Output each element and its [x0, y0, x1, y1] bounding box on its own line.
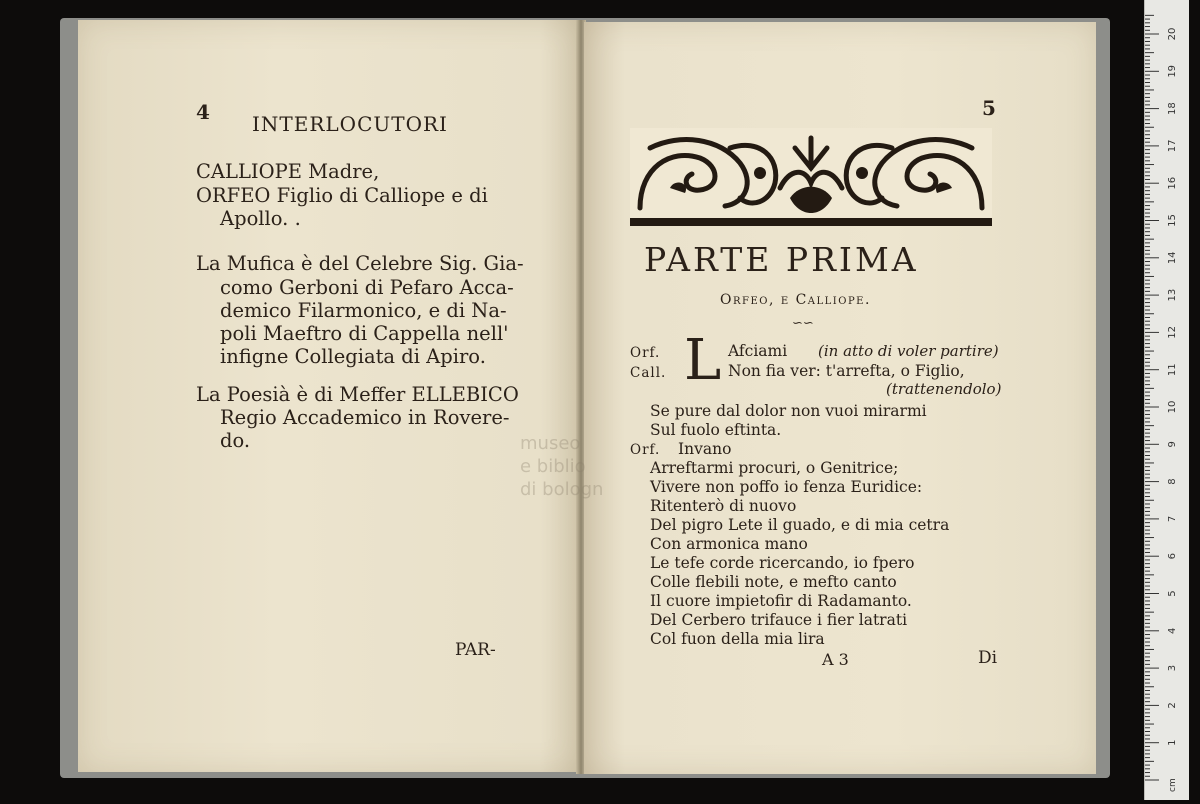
verse-line: Del pigro Lete il guado, e di mia cetra: [650, 516, 950, 534]
poetry-credit-line: do.: [220, 429, 251, 452]
watermark-line: e biblio: [520, 456, 586, 477]
speaker-label: Call.: [630, 365, 667, 381]
verse-line: Afciami: [728, 342, 788, 360]
ruler-label: 5: [1167, 590, 1178, 597]
cast-line: ORFEO Figlio di Calliope e di: [196, 184, 488, 207]
verse-line: Se pure dal dolor non vuoi mirarmi: [650, 402, 927, 420]
ruler-label: 11: [1167, 363, 1178, 377]
ruler-label: 3: [1167, 664, 1178, 672]
ruler-label: 14: [1167, 251, 1178, 265]
music-credit-line: poli Maeftro di Cappella nell': [220, 322, 509, 345]
verse-line: Arreftarmi procuri, o Genitrice;: [650, 459, 899, 477]
verse-line: Invano: [678, 440, 732, 458]
scene-heading: Orfeo, e Calliope.: [720, 292, 871, 308]
ruler-label: 16: [1167, 176, 1178, 190]
left-page-title: INTERLOCUTORI: [252, 112, 448, 136]
ruler-label: 19: [1167, 64, 1178, 78]
verse-line: Del Cerbero trifauce i fier latrati: [650, 611, 908, 629]
verse-line: Sul fuolo eftinta.: [650, 421, 782, 439]
ruler-label: 7: [1167, 515, 1178, 523]
right-page-number: 5: [982, 96, 996, 120]
poetry-credit-line: Regio Accademico in Rovere-: [220, 406, 510, 429]
cast-line: Apollo. .: [220, 207, 301, 230]
verse-line: Ritenterò di nuovo: [650, 497, 797, 515]
ruler-label: 9: [1167, 441, 1178, 448]
verse-line: Col fuon della mia lira: [650, 630, 825, 648]
ruler-label: 2: [1167, 702, 1178, 709]
drop-cap: L: [684, 328, 722, 393]
watermark-line: museo: [520, 433, 581, 454]
verse-line: Vivere non poffo io fenza Euridice:: [650, 478, 923, 496]
decorative-headpiece: [630, 128, 992, 226]
speaker-label: Orf.: [630, 345, 661, 361]
music-credit-line: La Mufica è del Celebre Sig. Gia-: [196, 252, 524, 275]
speaker-label: Orf.: [630, 442, 661, 458]
ruler-unit-label: cm: [1168, 778, 1178, 792]
music-credit-line: como Gerboni di Pefaro Acca-: [220, 276, 514, 299]
measuring-ruler: [1144, 0, 1189, 800]
music-credit-line: demico Filarmonico, e di Na-: [220, 299, 507, 322]
left-page-number: 4: [196, 100, 210, 124]
ruler-label: 13: [1167, 288, 1178, 302]
cast-line: CALLIOPE Madre,: [196, 160, 380, 183]
ruler-label: 8: [1167, 478, 1178, 485]
ruler-label: 6: [1167, 553, 1178, 560]
verse-line: Le tefe corde ricercando, io fpero: [650, 554, 915, 572]
signature-mark: A 3: [822, 650, 849, 669]
left-catchword: PAR-: [455, 640, 496, 660]
music-credit-line: infigne Collegiata di Apiro.: [220, 345, 486, 368]
ruler-label: 17: [1167, 139, 1178, 153]
verse-line: Con armonica mano: [650, 535, 808, 553]
stage-direction: (in atto di voler partire): [818, 342, 999, 360]
right-catchword: Di: [978, 648, 998, 668]
watermark: [520, 432, 603, 501]
watermark-line: di bologn: [520, 479, 604, 500]
verse-line: Non fia ver: t'arrefta, o Figlio,: [728, 362, 965, 380]
verse-line: Il cuore impietofir di Radamanto.: [650, 592, 912, 610]
ruler-label: 18: [1167, 102, 1178, 115]
stage-direction: (trattenendolo): [886, 380, 1002, 398]
ruler-label: 20: [1167, 27, 1178, 41]
ruler-label: 15: [1167, 214, 1178, 227]
ruler-label: 10: [1167, 400, 1178, 414]
verse-line: Colle flebili note, e mefto canto: [650, 573, 897, 591]
section-headline: PARTE PRIMA: [644, 240, 919, 279]
poetry-credit-line: La Poesià è di Meffer ELLEBICO: [196, 383, 519, 406]
ruler-label: 4: [1167, 627, 1178, 634]
ruler-label: 1: [1167, 739, 1178, 746]
ruler-label: 12: [1167, 326, 1178, 339]
scene-ornament: ∽∽: [792, 316, 814, 331]
